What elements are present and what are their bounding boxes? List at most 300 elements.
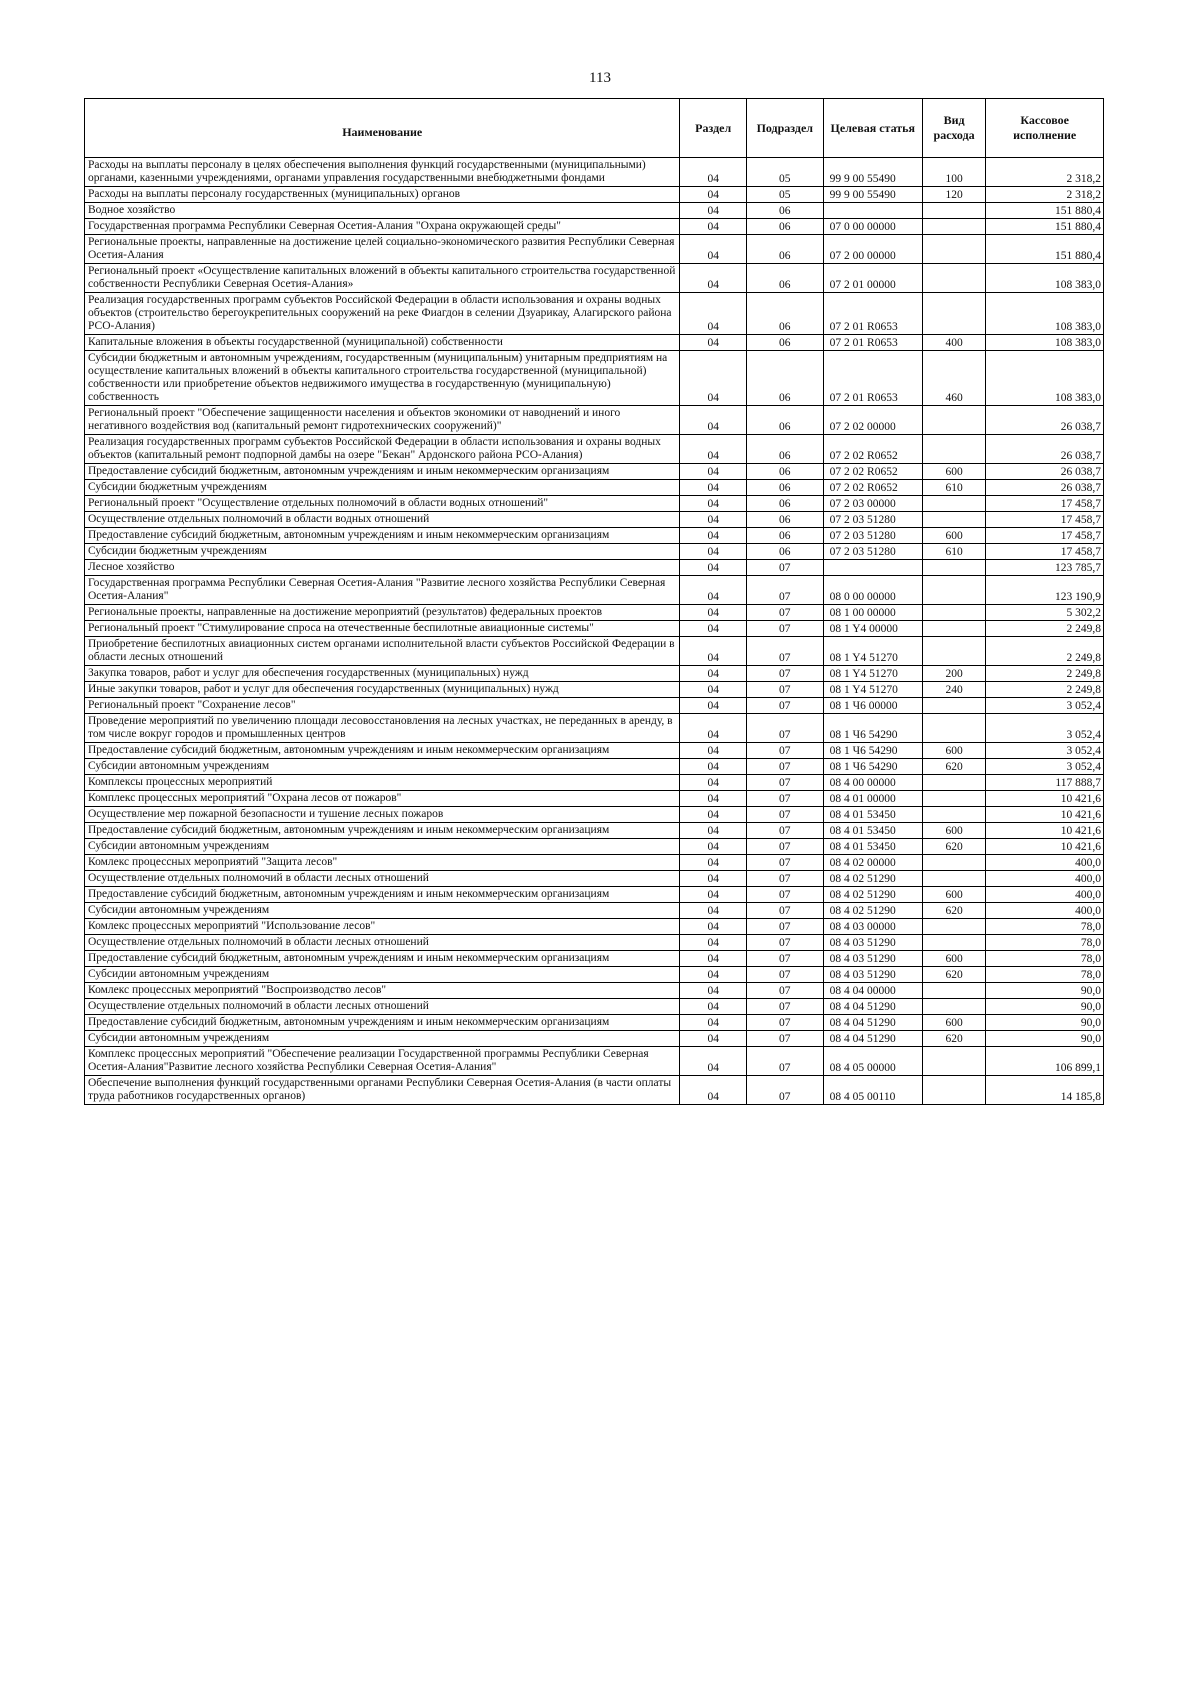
cell-expense-type [922, 935, 985, 951]
cell-subsection: 07 [746, 871, 823, 887]
cell-target-article: 07 2 02 R0652 [823, 435, 922, 464]
cell-target-article: 07 2 02 00000 [823, 406, 922, 435]
cell-expense-type [922, 560, 985, 576]
table-row [85, 1031, 1104, 1047]
cell-section: 04 [680, 823, 747, 839]
cell-target-article: 07 2 00 00000 [823, 235, 922, 264]
cell-section: 04 [680, 464, 747, 480]
cell-target-article: 08 1 Y4 51270 [823, 682, 922, 698]
cell-amount: 151 880,4 [986, 219, 1104, 235]
cell-name: Предоставление субсидий бюджетным, автономным учреждениям и иным некоммерческим организациям [85, 743, 680, 759]
cell-target-article: 07 2 02 R0652 [823, 464, 922, 480]
cell-amount: 78,0 [986, 935, 1104, 951]
cell-name: Водное хозяйство [85, 203, 680, 219]
cell-section: 04 [680, 1047, 747, 1076]
cell-amount: 17 458,7 [986, 528, 1104, 544]
table-row [85, 605, 1104, 621]
cell-amount: 90,0 [986, 983, 1104, 999]
cell-section: 04 [680, 1076, 747, 1105]
cell-expense-type [922, 855, 985, 871]
cell-expense-type [922, 791, 985, 807]
cell-section: 04 [680, 983, 747, 999]
cell-target-article: 08 1 00 00000 [823, 605, 922, 621]
table-row [85, 576, 1104, 605]
cell-name: Региональный проект "Обеспечение защищенности населения и объектов экономики от наводнений и иного негативного воздействия вод (капитальный ремонт гидротехнических сооружений)" [85, 406, 680, 435]
cell-expense-type: 620 [922, 839, 985, 855]
cell-section: 04 [680, 219, 747, 235]
table-row [85, 823, 1104, 839]
cell-target-article: 08 1 Ч6 54290 [823, 759, 922, 775]
cell-subsection: 07 [746, 935, 823, 951]
cell-section: 04 [680, 1031, 747, 1047]
table-row [85, 293, 1104, 335]
cell-amount: 400,0 [986, 903, 1104, 919]
cell-expense-type: 600 [922, 1015, 985, 1031]
table-row [85, 1015, 1104, 1031]
cell-section: 04 [680, 335, 747, 351]
cell-section: 04 [680, 605, 747, 621]
cell-target-article: 99 9 00 55490 [823, 187, 922, 203]
table-row [85, 935, 1104, 951]
cell-subsection: 07 [746, 621, 823, 637]
cell-name: Субсидии автономным учреждениям [85, 759, 680, 775]
cell-section: 04 [680, 887, 747, 903]
table-row [85, 235, 1104, 264]
table-row [85, 528, 1104, 544]
cell-subsection: 06 [746, 406, 823, 435]
table-row [85, 544, 1104, 560]
cell-target-article: 08 4 03 51290 [823, 951, 922, 967]
cell-subsection: 06 [746, 264, 823, 293]
cell-target-article: 08 4 01 53450 [823, 807, 922, 823]
header-subsection: Подраздел [746, 99, 823, 158]
cell-name: Субсидии автономным учреждениям [85, 903, 680, 919]
cell-amount: 400,0 [986, 871, 1104, 887]
cell-expense-type: 200 [922, 666, 985, 682]
cell-expense-type: 240 [922, 682, 985, 698]
cell-name: Осуществление отдельных полномочий в области лесных отношений [85, 935, 680, 951]
table-row [85, 839, 1104, 855]
cell-target-article: 08 4 03 00000 [823, 919, 922, 935]
cell-section: 04 [680, 903, 747, 919]
cell-subsection: 06 [746, 335, 823, 351]
cell-target-article: 08 4 00 00000 [823, 775, 922, 791]
cell-amount: 26 038,7 [986, 406, 1104, 435]
cell-target-article: 07 0 00 00000 [823, 219, 922, 235]
table-row [85, 919, 1104, 935]
cell-amount: 2 318,2 [986, 187, 1104, 203]
cell-section: 04 [680, 919, 747, 935]
cell-name: Предоставление субсидий бюджетным, автономным учреждениям и иным некоммерческим организациям [85, 951, 680, 967]
table-row [85, 203, 1104, 219]
cell-amount: 26 038,7 [986, 435, 1104, 464]
cell-subsection: 07 [746, 983, 823, 999]
table-row [85, 903, 1104, 919]
table-body [85, 158, 1104, 1105]
cell-amount: 3 052,4 [986, 759, 1104, 775]
cell-subsection: 07 [746, 637, 823, 666]
table-row [85, 187, 1104, 203]
cell-amount: 3 052,4 [986, 714, 1104, 743]
cell-subsection: 07 [746, 560, 823, 576]
cell-amount: 117 888,7 [986, 775, 1104, 791]
cell-subsection: 07 [746, 999, 823, 1015]
cell-subsection: 06 [746, 512, 823, 528]
cell-amount: 400,0 [986, 855, 1104, 871]
cell-section: 04 [680, 999, 747, 1015]
cell-name: Проведение мероприятий по увеличению площади лесовосстановления на лесных участках, не переданных в аренду, в том числе вокруг городов и промышленных центров [85, 714, 680, 743]
cell-expense-type: 600 [922, 528, 985, 544]
cell-expense-type: 610 [922, 544, 985, 560]
cell-subsection: 07 [746, 887, 823, 903]
cell-amount: 26 038,7 [986, 480, 1104, 496]
cell-name: Государственная программа Республики Северная Осетия-Алания "Развитие лесного хозяйства Республики Северная Осетия-Алания" [85, 576, 680, 605]
cell-subsection: 07 [746, 714, 823, 743]
cell-amount: 2 249,8 [986, 682, 1104, 698]
cell-name: Комплексы процессных мероприятий [85, 775, 680, 791]
cell-subsection: 07 [746, 1047, 823, 1076]
cell-subsection: 07 [746, 791, 823, 807]
cell-expense-type [922, 714, 985, 743]
cell-target-article: 08 4 04 51290 [823, 999, 922, 1015]
cell-name: Приобретение беспилотных авиационных систем органами исполнительной власти субъектов Российской Федерации в области лесных отношений [85, 637, 680, 666]
cell-name: Региональный проект "Сохранение лесов" [85, 698, 680, 714]
table-row [85, 983, 1104, 999]
cell-name: Региональный проект "Осуществление отдельных полномочий в области водных отношений" [85, 496, 680, 512]
cell-expense-type: 600 [922, 887, 985, 903]
page-number: 113 [589, 70, 611, 86]
cell-name: Предоставление субсидий бюджетным, автономным учреждениям и иным некоммерческим организациям [85, 1015, 680, 1031]
cell-subsection: 07 [746, 903, 823, 919]
cell-subsection: 06 [746, 235, 823, 264]
cell-name: Комлекс процессных мероприятий "Использование лесов" [85, 919, 680, 935]
cell-amount: 123 785,7 [986, 560, 1104, 576]
cell-subsection: 06 [746, 544, 823, 560]
cell-expense-type [922, 576, 985, 605]
cell-expense-type [922, 1047, 985, 1076]
cell-expense-type: 400 [922, 335, 985, 351]
cell-name: Осуществление отдельных полномочий в области лесных отношений [85, 871, 680, 887]
cell-target-article: 08 1 Y4 51270 [823, 666, 922, 682]
cell-subsection: 05 [746, 158, 823, 187]
budget-execution-table [84, 98, 1104, 1105]
cell-expense-type [922, 219, 985, 235]
cell-amount: 26 038,7 [986, 464, 1104, 480]
table-row [85, 264, 1104, 293]
cell-subsection: 07 [746, 839, 823, 855]
header-target-article: Целевая статья [823, 99, 922, 158]
cell-target-article: 07 2 03 51280 [823, 544, 922, 560]
cell-section: 04 [680, 637, 747, 666]
cell-expense-type [922, 999, 985, 1015]
table-row [85, 666, 1104, 682]
cell-subsection: 07 [746, 775, 823, 791]
table-row [85, 496, 1104, 512]
table-row [85, 855, 1104, 871]
cell-target-article: 08 4 02 51290 [823, 887, 922, 903]
cell-expense-type: 600 [922, 823, 985, 839]
cell-section: 04 [680, 560, 747, 576]
cell-subsection: 07 [746, 823, 823, 839]
cell-subsection: 06 [746, 480, 823, 496]
cell-target-article: 07 2 03 00000 [823, 496, 922, 512]
cell-name: Субсидии автономным учреждениям [85, 839, 680, 855]
cell-target-article: 08 4 03 51290 [823, 935, 922, 951]
cell-amount: 3 052,4 [986, 698, 1104, 714]
cell-target-article: 07 2 01 00000 [823, 264, 922, 293]
cell-section: 04 [680, 435, 747, 464]
cell-expense-type [922, 807, 985, 823]
cell-name: Субсидии бюджетным учреждениям [85, 544, 680, 560]
cell-amount: 123 190,9 [986, 576, 1104, 605]
cell-target-article [823, 203, 922, 219]
cell-amount: 17 458,7 [986, 496, 1104, 512]
cell-amount: 5 302,2 [986, 605, 1104, 621]
cell-name: Осуществление мер пожарной безопасности и тушение лесных пожаров [85, 807, 680, 823]
cell-name: Комплекс процессных мероприятий "Обеспечение реализации Государственной программы Республики Северная Осетия-Алания"Развитие лесного хозяйства Республики Северная Осетия-Алания" [85, 1047, 680, 1076]
cell-section: 04 [680, 1015, 747, 1031]
cell-expense-type [922, 235, 985, 264]
cell-expense-type [922, 605, 985, 621]
table-row [85, 682, 1104, 698]
cell-amount: 106 899,1 [986, 1047, 1104, 1076]
cell-section: 04 [680, 714, 747, 743]
cell-expense-type [922, 871, 985, 887]
cell-amount: 2 249,8 [986, 621, 1104, 637]
header-cash-execution: Кассовое исполнение [986, 99, 1104, 158]
cell-expense-type [922, 293, 985, 335]
table-row [85, 335, 1104, 351]
cell-amount: 151 880,4 [986, 203, 1104, 219]
cell-name: Расходы на выплаты персоналу государственных (муниципальных) органов [85, 187, 680, 203]
cell-name: Региональные проекты, направленные на достижение мероприятий (результатов) федеральных проектов [85, 605, 680, 621]
cell-subsection: 07 [746, 682, 823, 698]
cell-expense-type: 620 [922, 967, 985, 983]
cell-name: Осуществление отдельных полномочий в области водных отношений [85, 512, 680, 528]
cell-amount: 10 421,6 [986, 807, 1104, 823]
cell-section: 04 [680, 621, 747, 637]
cell-section: 04 [680, 855, 747, 871]
cell-section: 04 [680, 576, 747, 605]
cell-amount: 108 383,0 [986, 351, 1104, 406]
cell-subsection: 07 [746, 1015, 823, 1031]
cell-section: 04 [680, 480, 747, 496]
cell-target-article: 08 4 03 51290 [823, 967, 922, 983]
cell-target-article: 08 4 02 00000 [823, 855, 922, 871]
header-section: Раздел [680, 99, 747, 158]
cell-name: Предоставление субсидий бюджетным, автономным учреждениям и иным некоммерческим организациям [85, 823, 680, 839]
cell-target-article: 07 2 03 51280 [823, 528, 922, 544]
table-row [85, 560, 1104, 576]
cell-expense-type: 620 [922, 759, 985, 775]
cell-name: Комлекс процессных мероприятий "Воспроизводство лесов" [85, 983, 680, 999]
cell-amount: 78,0 [986, 967, 1104, 983]
cell-target-article: 08 4 04 00000 [823, 983, 922, 999]
cell-subsection: 06 [746, 464, 823, 480]
cell-name: Лесное хозяйство [85, 560, 680, 576]
table-row [85, 351, 1104, 406]
cell-section: 04 [680, 496, 747, 512]
cell-subsection: 07 [746, 1076, 823, 1105]
table-row [85, 999, 1104, 1015]
cell-target-article: 08 4 05 00000 [823, 1047, 922, 1076]
cell-section: 04 [680, 682, 747, 698]
cell-expense-type: 600 [922, 743, 985, 759]
cell-section: 04 [680, 512, 747, 528]
cell-target-article: 08 4 05 00110 [823, 1076, 922, 1105]
cell-expense-type: 620 [922, 903, 985, 919]
cell-target-article: 08 4 04 51290 [823, 1031, 922, 1047]
cell-amount: 108 383,0 [986, 293, 1104, 335]
cell-expense-type [922, 512, 985, 528]
cell-subsection: 07 [746, 759, 823, 775]
cell-name: Предоставление субсидий бюджетным, автономным учреждениям и иным некоммерческим организациям [85, 528, 680, 544]
cell-subsection: 07 [746, 666, 823, 682]
cell-amount: 90,0 [986, 999, 1104, 1015]
cell-name: Государственная программа Республики Северная Осетия-Алания "Охрана окружающей среды" [85, 219, 680, 235]
table-row [85, 435, 1104, 464]
cell-target-article: 08 4 01 00000 [823, 791, 922, 807]
cell-expense-type: 100 [922, 158, 985, 187]
cell-section: 04 [680, 951, 747, 967]
cell-amount: 2 318,2 [986, 158, 1104, 187]
table-row [85, 775, 1104, 791]
cell-target-article: 08 4 02 51290 [823, 903, 922, 919]
cell-target-article: 08 1 Y4 00000 [823, 621, 922, 637]
cell-expense-type [922, 496, 985, 512]
cell-target-article: 07 2 01 R0653 [823, 293, 922, 335]
cell-amount: 10 421,6 [986, 791, 1104, 807]
cell-name: Комлекс процессных мероприятий "Защита лесов" [85, 855, 680, 871]
cell-expense-type [922, 435, 985, 464]
cell-expense-type [922, 203, 985, 219]
cell-target-article: 08 4 01 53450 [823, 839, 922, 855]
cell-name: Иные закупки товаров, работ и услуг для обеспечения государственных (муниципальных) нужд [85, 682, 680, 698]
cell-section: 04 [680, 187, 747, 203]
cell-amount: 17 458,7 [986, 544, 1104, 560]
table-row [85, 621, 1104, 637]
table-row [85, 951, 1104, 967]
cell-subsection: 06 [746, 219, 823, 235]
cell-amount: 17 458,7 [986, 512, 1104, 528]
cell-target-article: 08 1 Y4 51270 [823, 637, 922, 666]
cell-target-article: 08 1 Ч6 54290 [823, 714, 922, 743]
cell-amount: 90,0 [986, 1015, 1104, 1031]
cell-expense-type [922, 621, 985, 637]
table-row [85, 464, 1104, 480]
cell-expense-type [922, 919, 985, 935]
cell-amount: 151 880,4 [986, 235, 1104, 264]
cell-section: 04 [680, 871, 747, 887]
cell-expense-type: 610 [922, 480, 985, 496]
cell-expense-type [922, 698, 985, 714]
cell-subsection: 07 [746, 807, 823, 823]
cell-amount: 2 249,8 [986, 666, 1104, 682]
cell-subsection: 06 [746, 351, 823, 406]
cell-expense-type: 460 [922, 351, 985, 406]
cell-expense-type [922, 406, 985, 435]
cell-name: Осуществление отдельных полномочий в области лесных отношений [85, 999, 680, 1015]
cell-subsection: 07 [746, 967, 823, 983]
table-row [85, 743, 1104, 759]
cell-target-article: 08 1 Ч6 00000 [823, 698, 922, 714]
table-row [85, 759, 1104, 775]
cell-expense-type [922, 637, 985, 666]
cell-amount: 78,0 [986, 951, 1104, 967]
header-name: Наименование [85, 99, 680, 158]
cell-subsection: 06 [746, 293, 823, 335]
cell-section: 04 [680, 203, 747, 219]
cell-expense-type: 620 [922, 1031, 985, 1047]
cell-name: Региональный проект "Стимулирование спроса на отечественные беспилотные авиационные системы" [85, 621, 680, 637]
cell-section: 04 [680, 759, 747, 775]
cell-target-article: 99 9 00 55490 [823, 158, 922, 187]
cell-subsection: 05 [746, 187, 823, 203]
cell-expense-type: 120 [922, 187, 985, 203]
cell-section: 04 [680, 791, 747, 807]
cell-target-article: 07 2 01 R0653 [823, 335, 922, 351]
cell-target-article: 08 0 00 00000 [823, 576, 922, 605]
cell-section: 04 [680, 264, 747, 293]
cell-section: 04 [680, 807, 747, 823]
cell-section: 04 [680, 235, 747, 264]
cell-section: 04 [680, 935, 747, 951]
table-row [85, 512, 1104, 528]
cell-subsection: 07 [746, 951, 823, 967]
cell-name: Субсидии автономным учреждениям [85, 1031, 680, 1047]
cell-amount: 400,0 [986, 887, 1104, 903]
table-row [85, 967, 1104, 983]
table-row [85, 637, 1104, 666]
cell-name: Субсидии бюджетным и автономным учреждениям, государственным (муниципальным) унитарным предприятиям на осуществление капитальных вложений в объекты капитального строительства государственной (муниципальной) собственности или приобретение объектов недвижимого имущества в государственную (муниципальную) собственность [85, 351, 680, 406]
cell-section: 04 [680, 839, 747, 855]
table-row [85, 480, 1104, 496]
table-row [85, 1076, 1104, 1105]
table-row [85, 791, 1104, 807]
cell-name: Реализация государственных программ субъектов Российской Федерации в области использования и охраны водных объектов (капитальный ремонт подпорной дамбы на озере "Бекан" Ардонского района РСО-Алания) [85, 435, 680, 464]
cell-section: 04 [680, 666, 747, 682]
cell-subsection: 06 [746, 203, 823, 219]
cell-expense-type [922, 983, 985, 999]
cell-section: 04 [680, 698, 747, 714]
cell-subsection: 07 [746, 743, 823, 759]
cell-subsection: 07 [746, 576, 823, 605]
cell-section: 04 [680, 775, 747, 791]
cell-name: Расходы на выплаты персоналу в целях обеспечения выполнения функций государственными (муниципальными) органами, казенными учреждениями, органами управления государственными внебюджетными фондами [85, 158, 680, 187]
cell-subsection: 06 [746, 435, 823, 464]
cell-subsection: 07 [746, 919, 823, 935]
cell-target-article: 07 2 01 R0653 [823, 351, 922, 406]
cell-amount: 90,0 [986, 1031, 1104, 1047]
cell-name: Комплекс процессных мероприятий "Охрана лесов от пожаров" [85, 791, 680, 807]
cell-amount: 78,0 [986, 919, 1104, 935]
cell-subsection: 07 [746, 698, 823, 714]
cell-name: Предоставление субсидий бюджетным, автономным учреждениям и иным некоммерческим организациям [85, 464, 680, 480]
cell-name: Региональные проекты, направленные на достижение целей социально-экономического развития Республики Северная Осетия-Алания [85, 235, 680, 264]
cell-subsection: 07 [746, 1031, 823, 1047]
header-expense-type: Вид расхода [922, 99, 985, 158]
cell-target-article: 07 2 03 51280 [823, 512, 922, 528]
cell-expense-type: 600 [922, 464, 985, 480]
table-row [85, 406, 1104, 435]
cell-amount: 10 421,6 [986, 823, 1104, 839]
cell-target-article: 08 4 01 53450 [823, 823, 922, 839]
cell-subsection: 07 [746, 855, 823, 871]
cell-section: 04 [680, 293, 747, 335]
table-row [85, 158, 1104, 187]
cell-name: Капитальные вложения в объекты государственной (муниципальной) собственности [85, 335, 680, 351]
cell-target-article: 08 1 Ч6 54290 [823, 743, 922, 759]
